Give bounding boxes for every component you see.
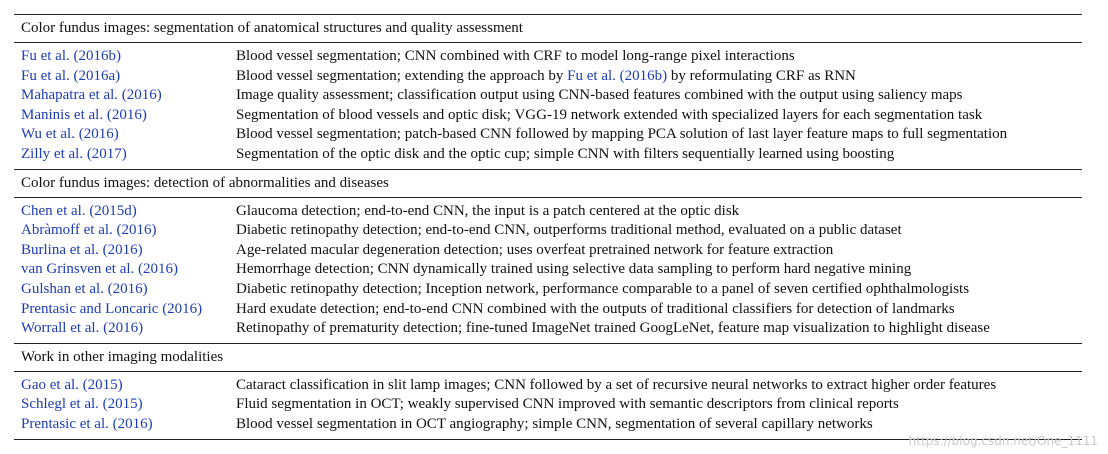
citation-link[interactable]: Mahapatra et al. (2016) (21, 87, 162, 104)
watermark-text: https://blog.csdn.net/One_1111 (908, 434, 1098, 448)
citation-link[interactable]: Worrall et al. (2016) (21, 320, 144, 337)
row-description: Fluid segmentation in OCT; weakly supervised CNN improved with semantic descriptors from clinical reports (236, 396, 899, 413)
description-text: by reformulating CRF as RNN (667, 67, 856, 84)
row-description (236, 67, 1082, 87)
inline-citation-link[interactable]: Fu et al. (2016b) (567, 67, 668, 84)
section-rows (14, 43, 1082, 169)
citation-link[interactable]: Abràmoff et al. (2016) (21, 222, 157, 239)
citation-link[interactable]: van Grinsven et al. (2016) (21, 261, 179, 278)
table-row (14, 202, 1082, 222)
table-row (14, 415, 1082, 435)
row-description: Age-related macular degeneration detection; uses overfeat pretrained network for feature extraction (236, 241, 834, 258)
row-description: Segmentation of the optic disk and the optic cup; simple CNN with filters sequentially learned using boosting (236, 145, 895, 162)
row-description: Glaucoma detection; end-to-end CNN, the input is a patch centered at the optic disk (236, 202, 740, 219)
table-row (14, 280, 1082, 300)
citation-link[interactable]: Schlegl et al. (2015) (21, 396, 143, 413)
row-description: Cataract classification in slit lamp images; CNN followed by a set of recursive neural networks to extract higher order features (236, 376, 997, 393)
table-row (14, 145, 1082, 165)
table-row (14, 376, 1082, 396)
section-rows (14, 198, 1082, 343)
table-row (14, 106, 1082, 126)
row-description: Retinopathy of prematurity detection; fine-tuned ImageNet trained GoogLeNet, feature map visualization to highlight disease (236, 320, 990, 337)
row-description: Diabetic retinopathy detection; Inception network, performance comparable to a panel of seven certified ophthalmologists (236, 280, 970, 297)
table-row (14, 319, 1082, 339)
row-description: Segmentation of blood vessels and optic disk; VGG-19 network extended with specialized layers for each segmentation task (236, 106, 983, 123)
citation-link[interactable]: Fu et al. (2016a) (21, 67, 121, 84)
table-row (14, 395, 1082, 415)
references-table (14, 14, 1082, 440)
table-row (14, 125, 1082, 145)
citation-link[interactable]: Prentasic et al. (2016) (21, 415, 153, 432)
table-row (14, 86, 1082, 106)
citation-link[interactable]: Burlina et al. (2016) (21, 241, 143, 258)
section-title: Color fundus images: segmentation of anatomical structures and quality assessment (21, 20, 523, 36)
table-row (14, 241, 1082, 261)
description-text: Blood vessel segmentation; extending the approach by (236, 67, 568, 84)
table-row (14, 47, 1082, 67)
row-description: Image quality assessment; classification output using CNN-based features combined with the output using saliency maps (236, 87, 963, 104)
row-description: Blood vessel segmentation in OCT angiography; simple CNN, segmentation of several capillary networks (236, 415, 873, 432)
citation-link[interactable]: Fu et al. (2016b) (21, 48, 121, 64)
citation-link[interactable]: Zilly et al. (2017) (21, 145, 127, 162)
row-description: Hard exudate detection; end-to-end CNN combined with the outputs of traditional classifiers for detection of landmarks (236, 300, 955, 317)
row-description: Hemorrhage detection; CNN dynamically trained using selective data sampling to perform hard negative mining (236, 261, 912, 278)
citation-link[interactable]: Gao et al. (2015) (21, 376, 123, 393)
section-title: Color fundus images: detection of abnormalities and diseases (21, 174, 389, 191)
table-row (14, 300, 1082, 320)
table-row (14, 260, 1082, 280)
citation-link[interactable]: Gulshan et al. (2016) (21, 280, 148, 297)
citation-link[interactable]: Maninis et al. (2016) (21, 106, 147, 123)
table-row (14, 221, 1082, 241)
citation-link[interactable]: Wu et al. (2016) (21, 126, 119, 143)
row-description: Blood vessel segmentation; patch-based CNN followed by mapping PCA solution of last layer feature maps to full segmentation (236, 126, 1008, 143)
citation-link[interactable]: Chen et al. (2015d) (21, 202, 137, 219)
citation-link[interactable]: Prentasic and Loncaric (2016) (21, 300, 203, 317)
row-description: Diabetic retinopathy detection; end-to-end CNN, outperforms traditional method, evaluated on a public dataset (236, 222, 902, 239)
section-title: Work in other imaging modalities (21, 348, 224, 365)
table-row (14, 67, 1082, 87)
section-rows (14, 372, 1082, 439)
row-description: Blood vessel segmentation; CNN combined with CRF to model long-range pixel interactions (236, 48, 795, 64)
